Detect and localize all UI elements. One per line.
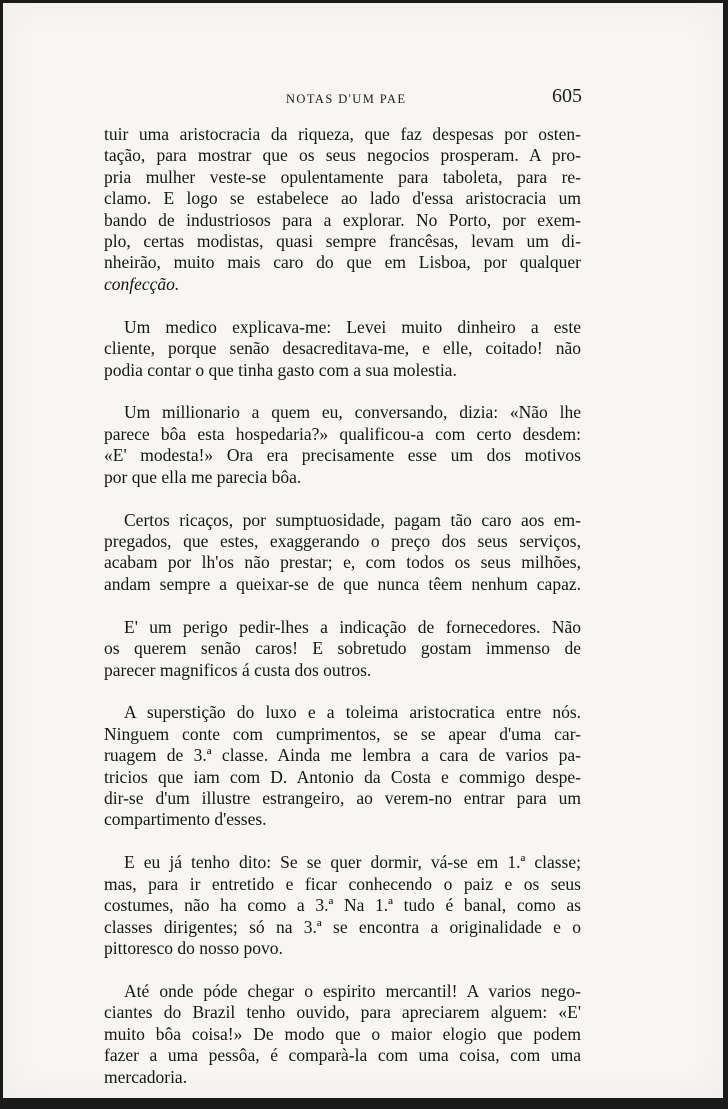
text-line: Certos ricaços, por sumptuosidade, pagam tão caro aos em- <box>124 509 581 530</box>
text-line: ciantes do Brazil tenho ouvido, para apreciarem alguem: «E' <box>104 1002 581 1023</box>
text-line: parece bôa esta hospedaria?» qualificou-a com certo desdem: <box>104 423 581 444</box>
text-line: tação, para mostrar que os seus negocios prosperam. A pro- <box>104 145 581 166</box>
text-line: mas, para ir entretido e ficar conhecendo o paiz e os seus <box>104 873 581 894</box>
paragraph <box>104 510 581 596</box>
body-text <box>104 124 581 1109</box>
text-line: E eu já tenho dito: Se se quer dormir, vá-se em 1.ª classe; <box>124 852 581 873</box>
text-line: cliente, porque senão desacreditava-me, e elle, coitado! não <box>104 338 581 359</box>
text-line: acabam por lh'os não prestar; e, com todos os seus milhões, <box>104 552 581 573</box>
text-line: Um medico explicava-me: Levei muito dinheiro a este <box>124 316 581 337</box>
text-line: classes dirigentes; só na 3.ª se encontra a originalidade e o <box>104 916 581 937</box>
text-line: compartimento d'esses. <box>104 809 267 830</box>
text-line: parecer magnificos á custa dos outros. <box>104 659 372 680</box>
text-line: E' um perigo pedir-lhes a indicação de fornecedores. Não <box>124 616 581 637</box>
paragraph <box>104 702 581 830</box>
text-line: costumes, não ha como a 3.ª Na 1.ª tudo é banal, como as <box>104 895 581 916</box>
text-line: pittoresco do nosso povo. <box>104 938 283 958</box>
text-line: fazer a uma pessôa, é comparà-la com uma coisa, com uma <box>104 1045 581 1066</box>
text-line: bando de industriosos para a explorar. No Porto, por exem- <box>104 209 581 230</box>
running-title: NOTAS D'UM PAE <box>286 92 407 106</box>
text-line: clamo. E logo se estabelece ao lado d'essa aristocracia um <box>104 188 581 209</box>
text-line: Ninguem conte com cumprimentos, se se apear d'uma car- <box>104 723 581 744</box>
paragraph <box>104 981 581 1088</box>
text-line: pregados, que estes, exaggerando o preço dos seus serviços, <box>104 531 581 551</box>
text-line: por que ella me parecia bôa. <box>104 466 302 487</box>
paragraph <box>104 402 581 488</box>
text-line: os querem senão caros! E sobretudo gostam immenso de <box>104 638 581 659</box>
text-line: dir-se d'um illustre estrangeiro, ao verem-no entrar para um <box>104 788 581 809</box>
text-line: «E' modesta!» Ora era precisamente esse um dos motivos <box>104 445 581 466</box>
text-line: tuir uma aristocracia da riqueza, que faz despesas por osten- <box>104 124 581 144</box>
text-line: podia contar o que tinha gasto com a sua molestia. <box>104 359 457 380</box>
text-line: ruagem de 3.ª classe. Ainda me lembra a cara de varios pa- <box>104 745 581 766</box>
paragraph <box>104 124 581 295</box>
page-number: 605 <box>552 85 582 107</box>
text-line: nheirão, muito mais caro do que em Lisboa, por qualquer <box>104 252 581 273</box>
text-line: Um millionario a quem eu, conversando, dizia: «Não lhe <box>124 402 581 423</box>
text-line: plo, certas modistas, quasi sempre francêsas, levam um di- <box>104 231 581 252</box>
page-header <box>3 82 723 112</box>
text-line: tricios que iam com D. Antonio da Costa e commigo despe- <box>104 766 581 787</box>
text-line: Até onde póde chegar o espirito mercantil! A varios nego- <box>124 980 581 1001</box>
paragraph <box>104 317 581 381</box>
text-line: andam sempre a queixar-se de que nunca têem nenhum capaz. <box>104 573 581 594</box>
book-page <box>3 3 723 1098</box>
text-line: pria mulher veste-se opulentamente para taboleta, para re- <box>104 166 581 187</box>
paragraph <box>104 852 581 959</box>
text-line: muito bôa coisa!» De modo que o maior elogio que podem <box>104 1023 581 1044</box>
text-line: A superstição do luxo e a toleima aristocratica entre nós. <box>124 702 581 723</box>
text-line-italic: confecção. <box>104 273 180 294</box>
text-line: mercadoria. <box>104 1066 188 1087</box>
paragraph <box>104 617 581 681</box>
